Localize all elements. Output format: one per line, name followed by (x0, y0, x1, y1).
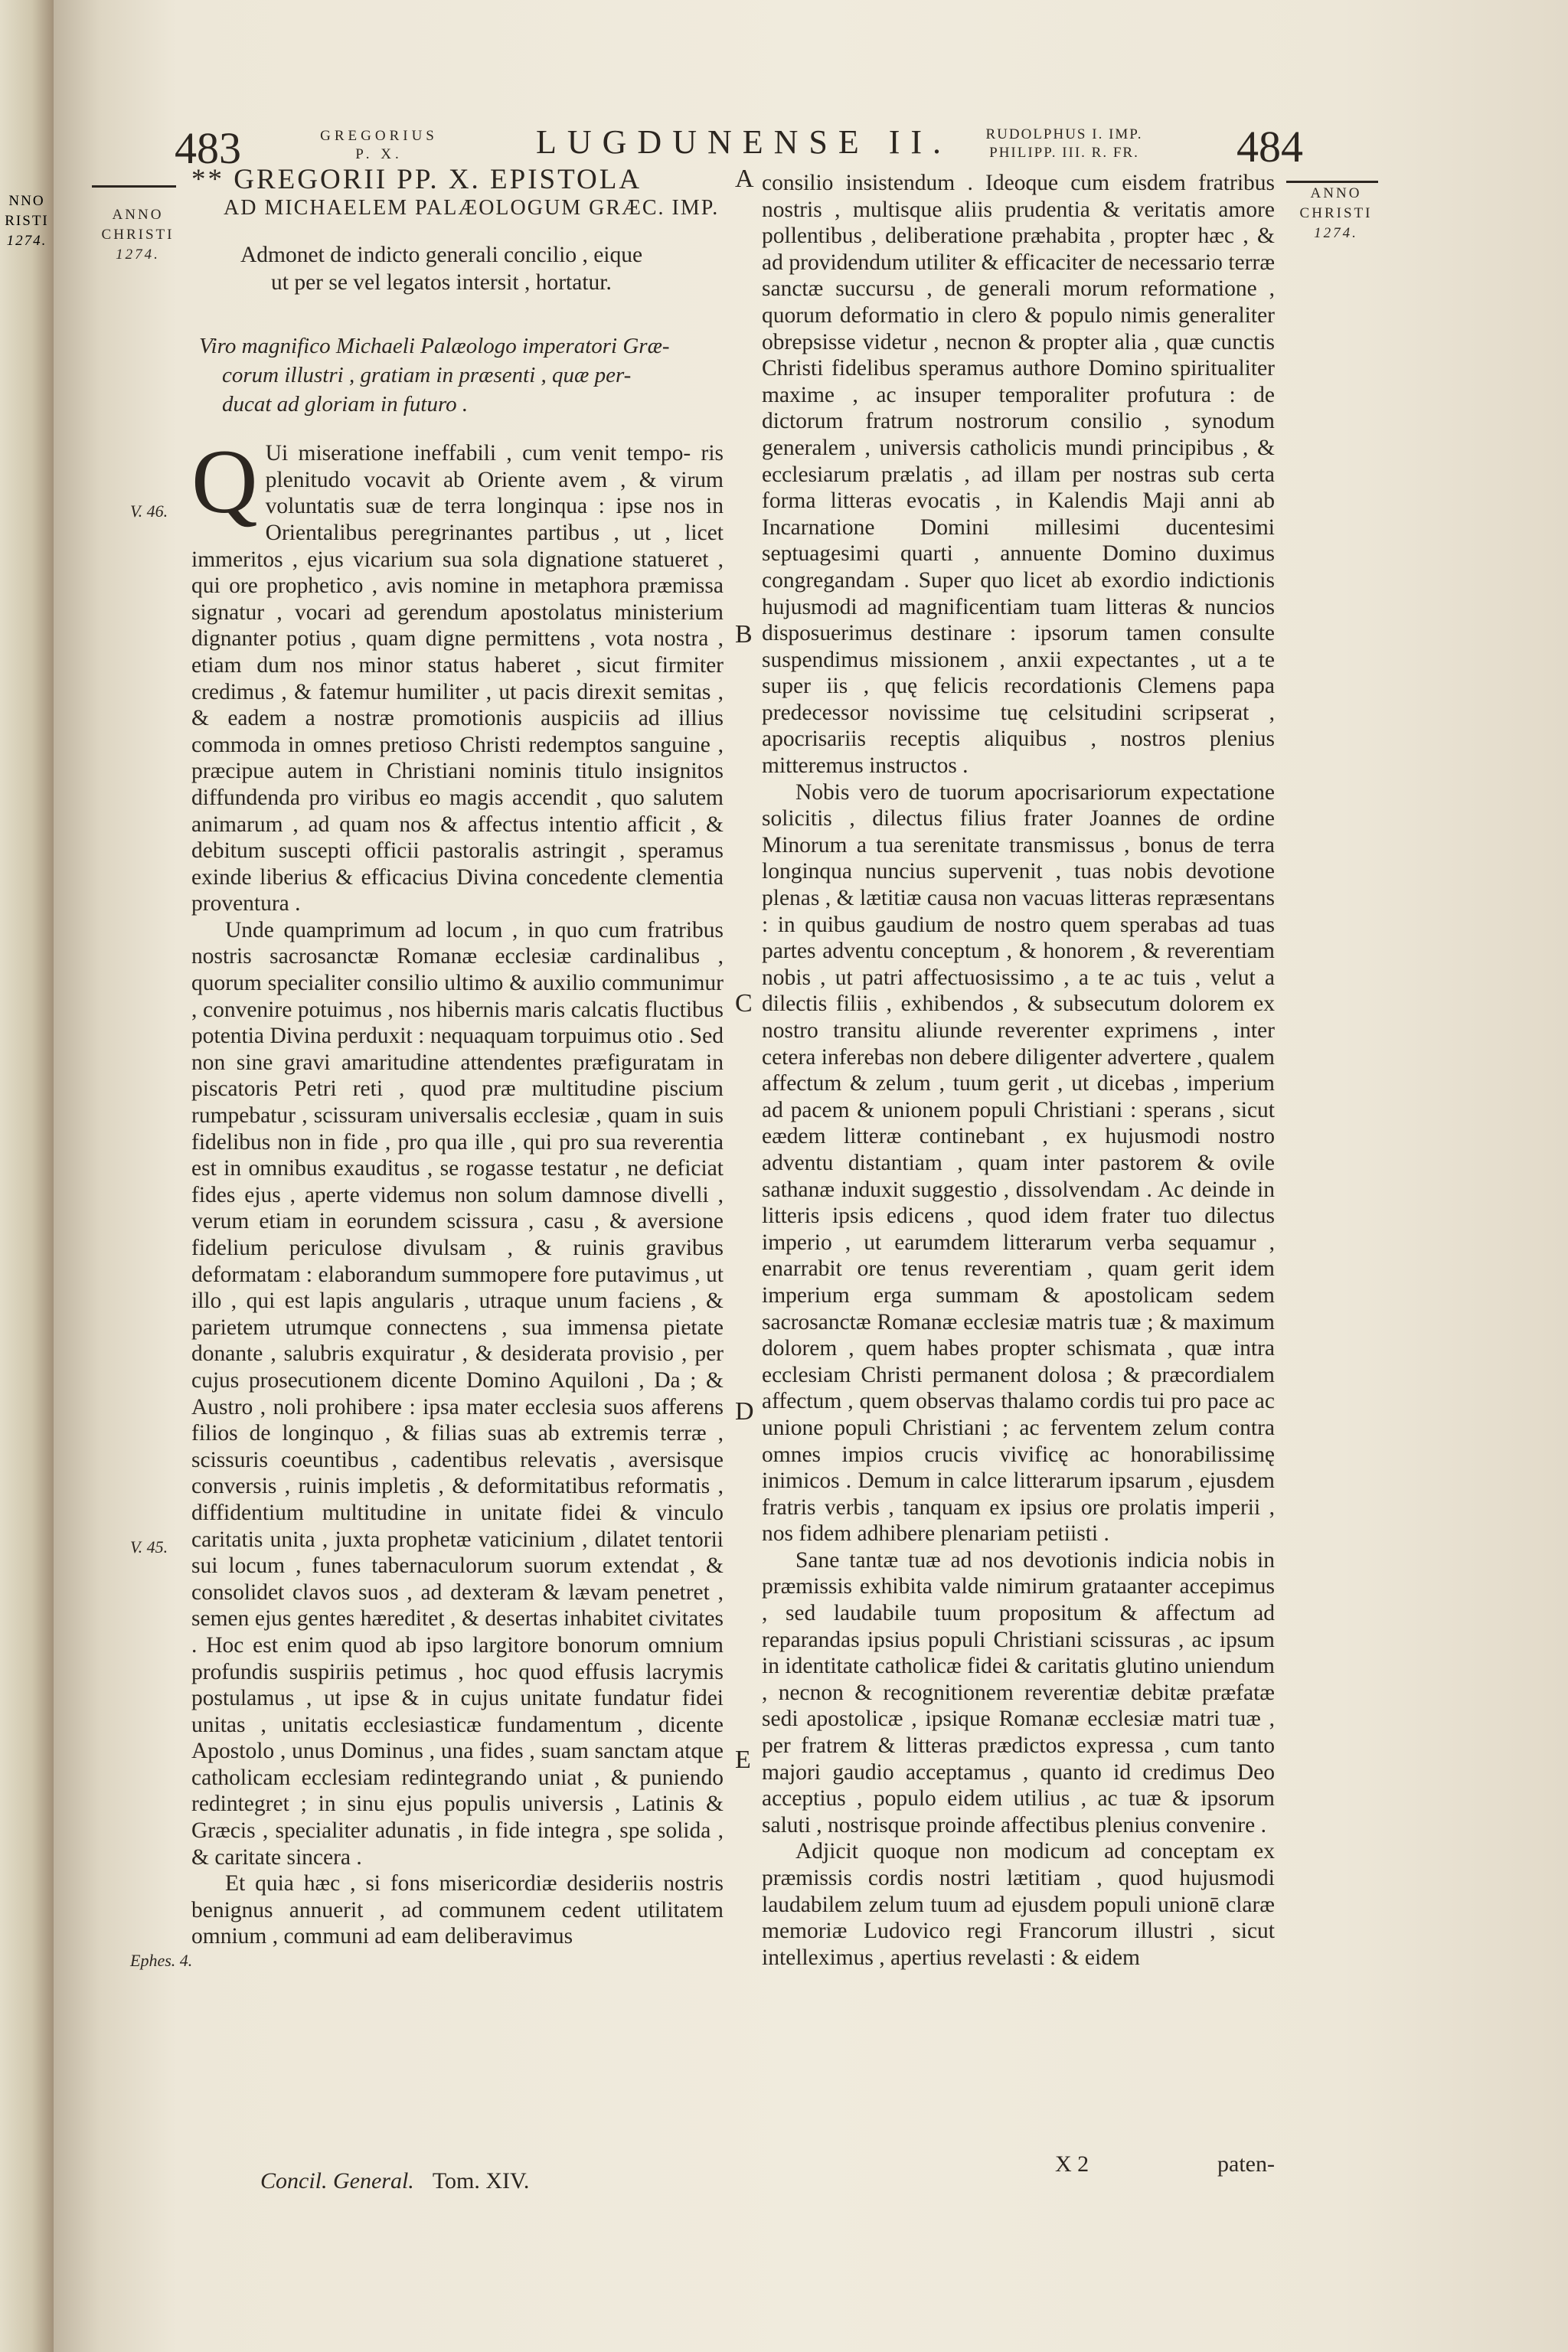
body-paragraph: Et quia hæc , si fons misericordiæ desideriis nostris benignus annuerit , ad communem cedent utilitatem omnium , communi ad eam deliberavimus (191, 1871, 724, 1949)
summary-line-2: ut per se vel legatos intersit , hortatur. (271, 270, 612, 296)
right-runner (942, 126, 1187, 162)
right-column (762, 170, 1275, 1971)
salutation-line-3: ducat ad gloriam in futuro . (222, 392, 469, 417)
margin-ref-v45: V. 45. (130, 1537, 168, 1557)
right-runner-line2: PHILIPP. III. R. FR. (989, 145, 1139, 161)
left-runner-line2: P. X. (355, 146, 403, 162)
body-paragraph (191, 430, 724, 917)
summary-line-1: Admonet de indicto generali concilio , eique (240, 243, 643, 268)
right-anno-label: ANNO (1310, 185, 1362, 201)
letter-heading: ** GREGORII PP. X. EPISTOLA (191, 164, 642, 195)
section-letter-a: A (735, 165, 754, 193)
left-anno-label: ANNO (112, 207, 164, 223)
left-header-rule (92, 185, 176, 188)
footer-source-title: Concil. General. (260, 2168, 414, 2194)
margin-ref-ephes: Ephes. 4. (130, 1951, 193, 1970)
body-paragraph: Sane tantæ tuæ ad nos devotionis indicia nobis in præmissis exhibita valde nimirum grataanter accepimus , sed laudabile tuum propositum & affectum ad reparandas ipsius populi Christiani scissuras , ac ipsum in identitate catholicæ fidei & caritatis glutino uniendum , necnon & recognitionem reverentiæ debitæ præfatæ sedi apostolicæ , ipsique Romanæ ecclesiæ matri tuæ , per fratrem & litteras prædictos expressa , cum tanto majori gaudio acceptamus , quanto id credimus Deo acceptius , populo eidem utilius , ac tuæ & ipsorum saluti , nostrisque proinde affectibus plenius convenire . (762, 1547, 1275, 1838)
footer-source (260, 2168, 529, 2194)
left-margin-anno (84, 205, 191, 265)
right-page-number: 484 (1236, 122, 1303, 172)
page-title: LUGDUNENSE II. (536, 123, 952, 161)
letter-body-left (191, 430, 724, 1950)
book-page (54, 0, 1568, 2352)
letter-summary (191, 241, 724, 296)
right-margin-anno (1279, 184, 1393, 243)
prev-page-running-head (0, 191, 54, 251)
salutation-line-1: Viro magnifico Michaeli Palæologo imperatori Græ- (199, 334, 670, 359)
section-letter-e: E (735, 1746, 751, 1774)
prev-christi: RISTI (5, 213, 49, 229)
left-runner (310, 127, 448, 164)
margin-ref-v46: V. 46. (130, 501, 168, 521)
right-year: 1274. (1314, 225, 1358, 241)
right-runner-line1: RUDOLPHUS I. IMP. (985, 126, 1143, 142)
right-header-rule (1286, 181, 1378, 183)
body-paragraph: Unde quamprimum ad locum , in quo cum fratribus nostris sacrosanctæ Romanæ ecclesiæ cardinalibus , quorum specialiter consilio ultimo & auxilio communimur , convenire potuimus , nos hibernis maris calcatis fluctibus potentia Divina perduxit : nequaquam torpuimus otio . Sed non sine gravi amaritudine attendentes præfiguratam in piscatoris Petri reti , quod præ multitudine piscium rumpebatur , scissuram universalis ecclesiæ , quam in suis fidelibus non in fide , pro qua ille , qui pro sua reverentia est in omnibus exauditus , se rogasse testatur , ne deficiat fides ejus , aperte videmus non solum damnose divelli , verum etiam in eorundem scissura , casu , & aversione fidelium periculose divulsam , & ruinis gravibus deformatam : elaborandum summopere fore putavimus , ut illo , qui est lapis angularis , utraque unum faciens , & parietem utrumque connectens , sua immensa pietate donante , salubris exquiratur , & desiderata provisio , per cujus prosecutionem dicente Domino Aquiloni , Da ; & Austro , noli prohibere : ipsa mater ecclesia suos afferens filios de longinquo , & filias suas ab extremis terræ , scissuris coeuntibus , cadentibus relevatis , aversisque conversis , ruinis impletis , & deformitatibus reformatis , diffidentium multitudine in unitate fidei & vinculo caritatis unita , juxta prophetæ vaticinium , dilatet tentorii sui locum , funes tabernaculorum suorum extendat , & consolidet clavos suos , ad dexteram & lævam penetret , semen ejus gentes hæreditet , & desertas inhabitet civitates . Hoc est enim quod ab ipso largitore bonorum omnium profundis suspiriis petimus , hoc quod effusis lacrymis postulamus , ut ipse & in cujus unitate fundatur fidei unitas , unitatis ecclesiasticæ fundamentum , dicente Apostolo , unus Dominus , una fides , suam sanctam atque catholicam ecclesiam redintegrando uniat , & puniendo redintegret ; in sinu ejus populis universis , Latinis & Græcis , specialiter adunatis , in fide integra , spe solida , & caritate sincera . (191, 917, 724, 1870)
body-paragraph: Nobis vero de tuorum apocrisariorum expectatione solicitis , dilectus filius frater Joannes de ordine Minorum a tua serenitate transmissus , bonus de terra longinqua nuncius supervenit , tuas nobis devotione plenas , & lætitiæ causa non vacuas litteras repræsentans : in quibus gaudium de nostro quem sperabas ad tuas partes adventu conceptum , & honorem , & reverentiam nobis , ut patri affectuosissimo , a te ac tuis , velut a dilectis filiis , exhibendos , & subsecutum dolorem ex nostro transitu aliunde reverenter exprimens , inter cetera inferebas non debere diligenter advertere , qualem affectum & zelum , tuum gerit , ut dicebas , imperium ad pacem & unionem populi Christiani : sperans , sicut eædem litteræ continebant , ex hujusmodi nostro adventu distantiam , quam inter pastorem & ovile sathanæ induxit suggestio , dissolvendam . Ac deinde in litteris ipsis edicens , quod idem frater tuo dilectus imperio , ut earumdem litterarum verba sequamur , enarrabit ore tenus reverentiam , quam gerit idem imperium erga summam & apostolicam sedem sacrosanctæ Romanæ ecclesiæ matris tuæ ; & maximum dolorem , quem habes propter schismata , quæ intra ecclesiam Christi permanent dolosa ; & præcordialem affectum , quem observas thalamo cordis tui pro pace ac unione populi Christiani ; ac ferventem zelum contra omnes impios crucis vivificę ac honorabilissimę inimicos . Demum in calce litterarum ipsarum , ejusdem fratris verbis , tanquam ex ipsius ore prolatis imperii , nos fidem adhibere plenariam petiisti . (762, 779, 1275, 1547)
letter-salutation (191, 332, 724, 419)
section-letter-d: D (735, 1397, 754, 1426)
paragraph-text: Ui miseratione ineffabili , cum venit tempo- ris plenitudo vocavit ab Oriente avem , & virum voluntatis suæ de terra longinqua : ipse nos in Orientalibus peregrinantes partibus , ut , licet immeritos , ejus vicarium sua sola dignatione statueret , qui ore prophetico , avis nomine in metaphora præmissa signatur , vocari ad gerendum apostolatus ministerium dignanter potius , quam digne permittens , vota nostra , etiam dum nos minor status haberet , sicut firmiter credimus , & fatemur humiliter , ut pacis direxit semitas , & eadem a nostræ promotionis auspiciis ad illius commoda in omnes pretioso Christi redemptos sanguine , præcipue autem in Christiani nominis titulo insignitos diffundenda pro viribus eo magis accendit , quo salutem animarum , ad quam nos & affectus intentio afficit , & debitum suscepti officii pastoralis astringit , speramus exinde liberius & efficacius Divina concedente clementia proventura . (191, 441, 724, 916)
right-christi-label: CHRISTI (1299, 205, 1373, 221)
body-paragraph: consilio insistendum . Ideoque cum eisdem fratribus nostris , multisque aliis prudentia & veritatis amore pollentibus , deliberatione præhabita , propter hæc , & ad providendum utiliter & efficaciter de necessario terræ sanctæ succursu , de generali morum reformatione , quorum deformatio in clero & populo nimis generaliter obrepsisse videtur , necnon & propter alia , quæ cunctis Christi fidelibus speramus authore Domino spiritualiter maxime , ac insuper temporaliter profutura : de dictorum fratrum nostrorum consilio , synodum generalem , universis catholicis mundi principibus , & ecclesiarum prælatis , ad illam per nostras sub certa forma litteras evocatis , in Kalendis Maji anni ab Incarnatione Domini millesimi ducentesimi septuagesimi quarti , annuente Domino duximus congregandam . Super quo licet ab exordio indictionis hujusmodi ad magnificentiam tuam litteras & nuncios disposuerimus destinare : ipsorum tamen consulte suspendimus missionem , anxii expectantes , ut a te super iis , quę felicis recordationis Clemens papa predecessor novissime tuę celsitudini scripserat , apocrisariis receptis aliquibus , nostros plenius mitteremus instructos . (762, 171, 1275, 779)
left-runner-line1: GREGORIUS (320, 128, 438, 144)
signature-mark: X 2 (1055, 2151, 1089, 2177)
salutation-line-2: corum illustri , gratiam in præsenti , quæ per- (222, 363, 632, 388)
section-letter-b: B (735, 620, 753, 648)
drop-cap: Q (191, 430, 258, 533)
body-paragraph: Adjicit quoque non modicum ad conceptam ex præmissis cordis nostri lætitiam , quod hujusmodi laudabilem zelum tuum ad ejusdem populi unionē claræ memoriæ Ludovico regi Francorum illustri , sicut intelleximus , apertius revelasti : & eidem (762, 1839, 1275, 1970)
section-letter-c: C (735, 989, 753, 1018)
footer-volume: Tom. XIV. (432, 2168, 530, 2194)
left-column (191, 164, 724, 1950)
left-year: 1274. (116, 247, 160, 263)
prev-anno: NNO (8, 193, 45, 209)
previous-page-edge (0, 0, 54, 2352)
left-page-number: 483 (175, 123, 241, 173)
letter-subheading: AD MICHAELEM PALÆOLOGUM GRÆC. IMP. (224, 195, 720, 220)
left-christi-label: CHRISTI (101, 227, 175, 243)
catchword: paten- (1217, 2151, 1275, 2177)
prev-year: 1274. (6, 233, 47, 249)
